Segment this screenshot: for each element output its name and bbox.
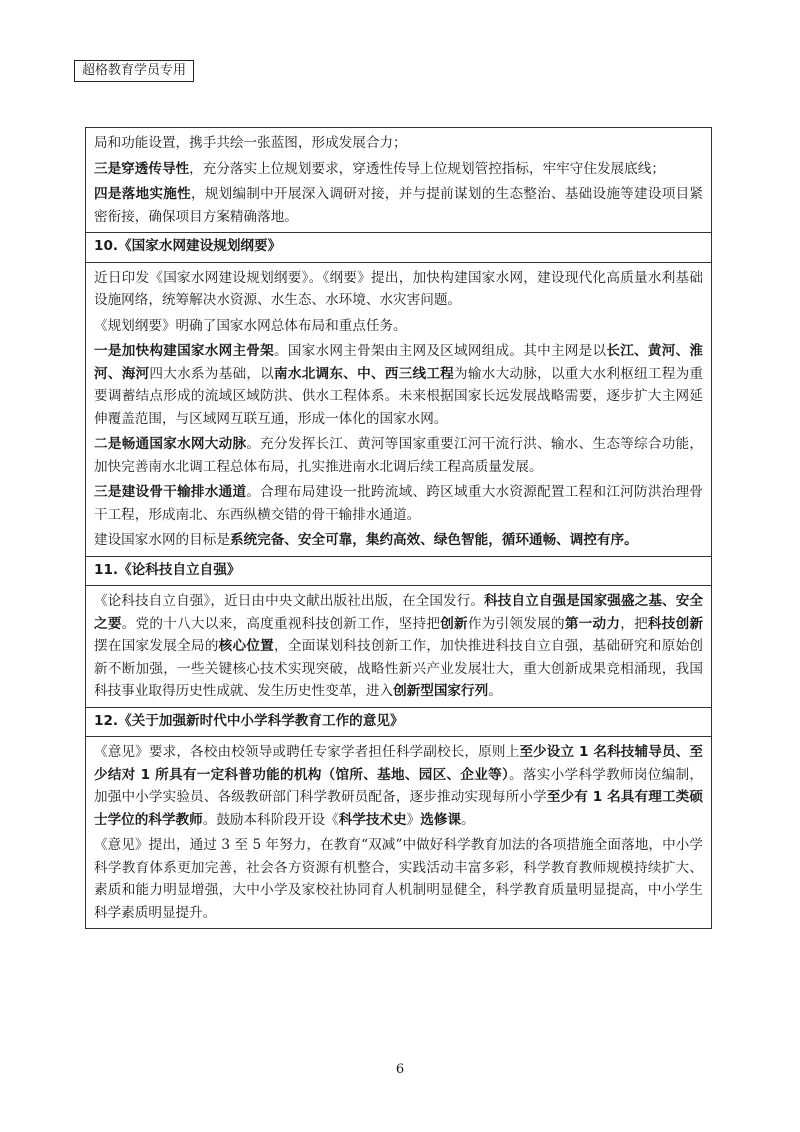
paragraph bbox=[94, 267, 703, 312]
text: 。充分发挥长江、黄河等国家重要江河干流行洪、输水、生态等综合功能，加快完善南水北调工程总体布局，扎实推进南水北调后续工程高质量发展。 bbox=[94, 436, 703, 475]
text: 《意见》提出，通过 3 至 5 年努力，在教育“双减”中做好科学教育加法的各项措施全面落地，中小学科学教育体系更加完善，社会各方资源有机整合，实践活动丰富多彩，科学教育教师规模持续扩大、素质和能力明显增强，大中小学及家校社协同育人机制明显健全，科学教育质量明显提高，中小学生科学素质明显提升。 bbox=[94, 837, 703, 921]
prev-body bbox=[94, 132, 703, 228]
text: 局和功能设置，携手共绘一张蓝图，形成发展合力； bbox=[94, 135, 407, 151]
row-section12-body bbox=[86, 737, 712, 929]
text: 作为引领发展的 bbox=[467, 615, 565, 632]
text: ，把 bbox=[620, 615, 648, 632]
text: 》 bbox=[406, 811, 421, 828]
text: 。落实小学科学教师岗位编制，加强中小学实验员、各级教研部门科学教研员配备，逐步推动实现每所小学 bbox=[94, 766, 704, 805]
row-section11-title bbox=[86, 556, 712, 586]
text: 。党的十八大以来，高度重视科技创新工作，坚持把 bbox=[121, 615, 441, 632]
paragraph bbox=[94, 433, 703, 478]
cell-section11-body bbox=[86, 586, 712, 708]
section10-title: 10.《国家水网建设规划纲要》 bbox=[94, 238, 282, 254]
text: 。鼓励本科阶段开设《 bbox=[202, 811, 339, 828]
header-label: 超格教育学员专用 bbox=[74, 60, 194, 82]
text: 。合理布局建设一批跨流域、跨区域重大水资源配置工程和江河防洪治理骨干工程，形成南北、东西纵横交错的骨干输排水通道。 bbox=[94, 484, 703, 523]
text: 《规划纲要》明确了国家水网总体布局和重点任务。 bbox=[94, 317, 407, 334]
row-section10-title bbox=[86, 233, 712, 263]
bold-text: 长江、黄河、淮河、海河 bbox=[94, 343, 704, 382]
cell-section10-body bbox=[86, 262, 712, 556]
paragraph bbox=[94, 590, 703, 703]
text: 近日印发《国家水网建设规划纲要》。《纲要》提出，加快构建国家水网，建设现代化高质量水利基础设施网络，统筹解决水资源、水生态、水环境、水灾害问题。 bbox=[94, 269, 703, 308]
bold-text: 至少有 1 名具有理工类硕士学位的科学教师 bbox=[94, 789, 703, 828]
cell-section12-title bbox=[86, 707, 712, 737]
text: ，全面谋划科技创新工作，加快推进科技自立自强，基础研究和原始创新不断加强，一些关键核心技术实现突破，战略性新兴产业发展壮大，重大创新成果竞相涌现，我国科技事业取得历史性成就、发生历史性变革，进入 bbox=[94, 638, 704, 699]
section12-body bbox=[94, 741, 703, 924]
row-section10-body bbox=[86, 262, 712, 556]
bold-text: 选修课 bbox=[420, 811, 462, 828]
bold-text: 至少设立 1 名科技辅导员、至少结对 1 所具有一定科普功能的机构（馆所、基地、园区、企业等） bbox=[94, 744, 703, 783]
bold-text: 南水北调东、中、西三线工程 bbox=[274, 365, 455, 382]
paragraph bbox=[94, 741, 703, 831]
paragraph bbox=[94, 183, 703, 228]
section11-title: 11.《论科技自立自强》 bbox=[94, 561, 241, 578]
page-number: 6 bbox=[395, 1062, 405, 1077]
text: 摆在国家发展全局的 bbox=[94, 638, 219, 654]
text: ，充分落实上位规划要求，穿透性传导上位规划管控指标，牢牢守住发展底线； bbox=[189, 160, 665, 177]
text: 为输水大动脉，以重大水利枢纽工程为重要调蓄结点形成的流域区域防洪、供水工程体系。未来根据国家长远发展战略需要，逐步扩大主网延伸覆盖范围，与区域网互联互通，形成一体化的国家水网。 bbox=[94, 365, 704, 427]
bold-text: 四是落地实施性 bbox=[94, 186, 191, 202]
text: 。 bbox=[461, 811, 475, 828]
cell-section11-title bbox=[86, 556, 712, 586]
paragraph bbox=[94, 315, 703, 338]
section11-body bbox=[94, 590, 703, 703]
bold-text: 科技自立自强是国家强盛之基、安全之要 bbox=[94, 593, 703, 632]
paragraph bbox=[94, 481, 703, 526]
text: 《意见》要求，各校由校领导或聘任专家学者担任科学副校长，原则上 bbox=[94, 744, 520, 760]
bold-text: 核心位置 bbox=[218, 638, 275, 654]
row-prev bbox=[86, 128, 712, 233]
paragraph bbox=[94, 132, 703, 155]
text: 四大水系为基础，以 bbox=[149, 365, 275, 382]
bold-text: 科学技术史 bbox=[338, 811, 407, 828]
bold-text: 科技创新 bbox=[647, 615, 704, 632]
row-section12-title bbox=[86, 707, 712, 737]
bold-text: 三是穿透传导性 bbox=[94, 160, 190, 177]
paragraph bbox=[94, 340, 703, 430]
bold-text: 系统完备、安全可靠，集约高效、绿色智能，循环通畅、调控有序。 bbox=[229, 532, 638, 548]
row-section11-body bbox=[86, 586, 712, 708]
cell-section10-title bbox=[86, 233, 712, 263]
bold-text: 第一动力 bbox=[564, 615, 621, 632]
bold-text: 创新型国家行列 bbox=[393, 683, 489, 699]
text: ，规划编制中开展深入调研对接，并与提前谋划的生态整治、基础设施等建设项目紧密衔接，确保项目方案精确落地。 bbox=[94, 186, 704, 225]
bold-text: 二是畅通国家水网大动脉 bbox=[94, 436, 247, 452]
bold-text: 三是建设骨干输排水通道 bbox=[94, 484, 247, 500]
text: 《论科技自立自强》，近日由中央文献出版社出版，在全国发行。 bbox=[94, 593, 485, 609]
text: 。 bbox=[488, 683, 502, 699]
content-table bbox=[85, 127, 712, 929]
paragraph bbox=[94, 529, 703, 552]
bold-text: 一是加快构建国家水网主骨架 bbox=[94, 343, 275, 359]
paragraph bbox=[94, 158, 703, 181]
section12-title: 12.《关于加强新时代中小学科学教育工作的意见》 bbox=[94, 712, 404, 729]
cell-prev bbox=[86, 128, 712, 233]
text: 建设国家水网的目标是 bbox=[94, 532, 230, 548]
paragraph bbox=[94, 834, 703, 924]
text: 。国家水网主骨架由主网及区域网组成。其中主网是以 bbox=[274, 343, 607, 359]
bold-text: 创新 bbox=[440, 615, 468, 632]
cell-section12-body bbox=[86, 737, 712, 929]
section10-body bbox=[94, 267, 703, 552]
